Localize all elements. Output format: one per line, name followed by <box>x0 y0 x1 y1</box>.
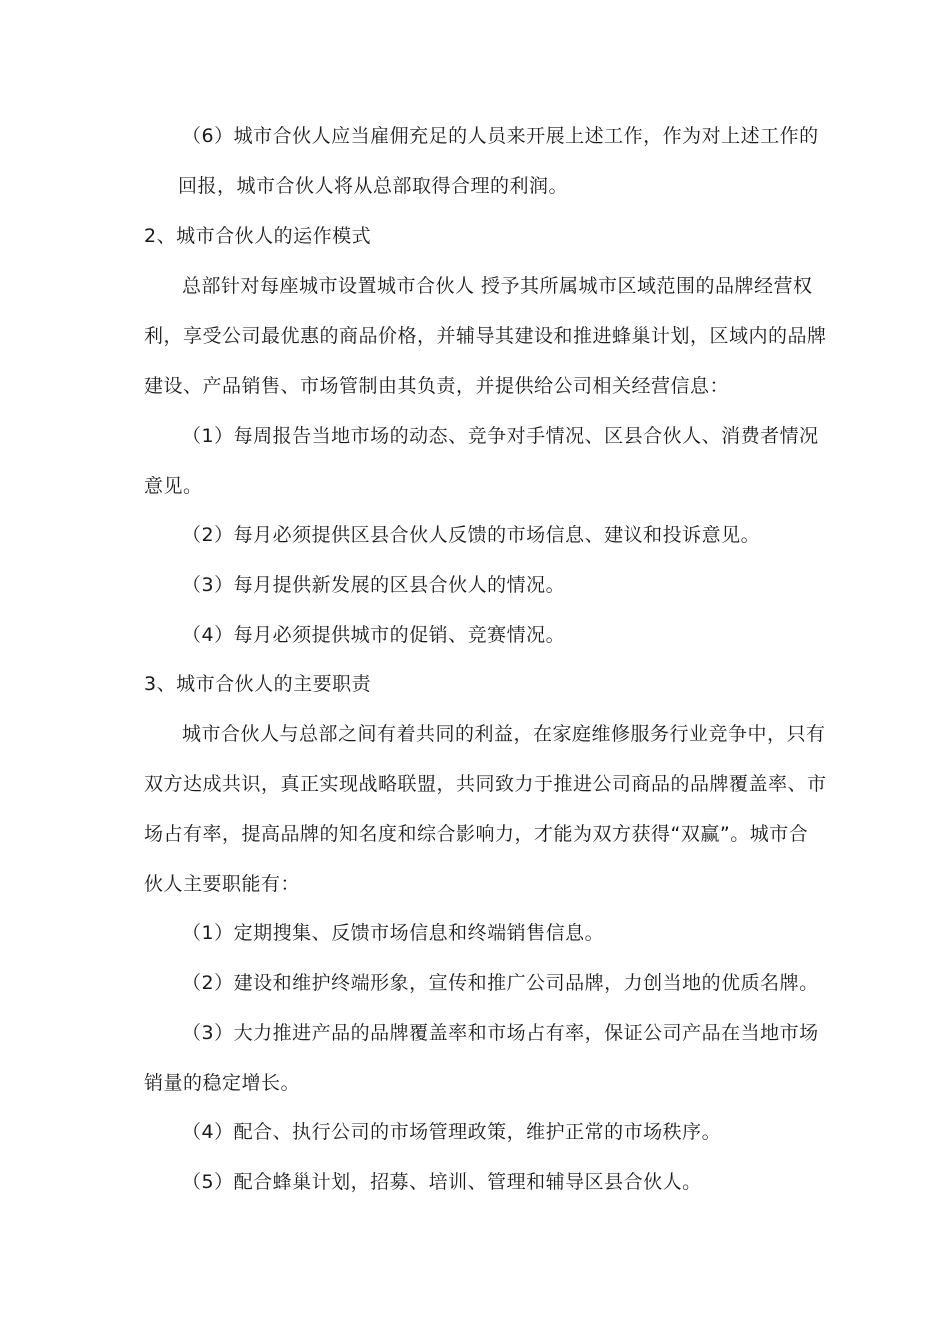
section-heading: 3、城市合伙人的主要职责 <box>144 673 372 695</box>
paragraph-line: 城市合伙人与总部之间有着共同的利益，在家庭维修服务行业竞争中，只有 <box>182 723 826 745</box>
list-item: （2）建设和维护终端形象，宣传和推广公司品牌，力创当地的优质名牌。 <box>182 972 819 994</box>
list-item: （2）每月必须提供区县合伙人反馈的市场信息、建议和投诉意见。 <box>182 524 761 546</box>
section-heading: 2、城市合伙人的运作模式 <box>144 225 372 247</box>
list-item: （3）每月提供新发展的区县合伙人的情况。 <box>182 574 566 596</box>
list-item: （1）定期搜集、反馈市场信息和终端销售信息。 <box>182 922 605 944</box>
paragraph-line: 场占有率，提高品牌的知名度和综合影响力，才能为双方获得“双赢”。城市合 <box>144 823 809 845</box>
paragraph-line: 意见。 <box>144 475 203 497</box>
paragraph-line: 双方达成共识，真正实现战略联盟，共同致力于推进公司商品的品牌覆盖率、市 <box>144 773 827 795</box>
paragraph-line: 回报，城市合伙人将从总部取得合理的利润。 <box>178 175 569 197</box>
paragraph-line: 利，享受公司最优惠的商品价格，并辅导其建设和推进蜂巢计划，区域内的品牌 <box>144 325 827 347</box>
paragraph-line: 伙人主要职能有： <box>144 873 301 895</box>
paragraph-line: 总部针对每座城市设置城市合伙人 授予其所属城市区域范围的品牌经营权 <box>182 275 813 297</box>
list-item: （5）配合蜂巢计划，招募、培训、管理和辅导区县合伙人。 <box>182 1171 702 1193</box>
list-item: （4）每月必须提供城市的促销、竞赛情况。 <box>182 624 566 646</box>
list-item: （4）配合、执行公司的市场管理政策，维护正常的市场秩序。 <box>182 1121 722 1143</box>
paragraph-line: 销量的稳定增长。 <box>144 1072 301 1094</box>
list-item: （3）大力推进产品的品牌覆盖率和市场占有率，保证公司产品在当地市场 <box>182 1022 819 1044</box>
paragraph-line: （6）城市合伙人应当雇佣充足的人员来开展上述工作，作为对上述工作的 <box>182 125 819 147</box>
list-item: （1）每周报告当地市场的动态、竞争对手情况、区县合伙人、消费者情况 <box>182 425 819 447</box>
paragraph-line: 建设、产品销售、市场管制由其负责，并提供给公司相关经营信息： <box>144 375 730 397</box>
